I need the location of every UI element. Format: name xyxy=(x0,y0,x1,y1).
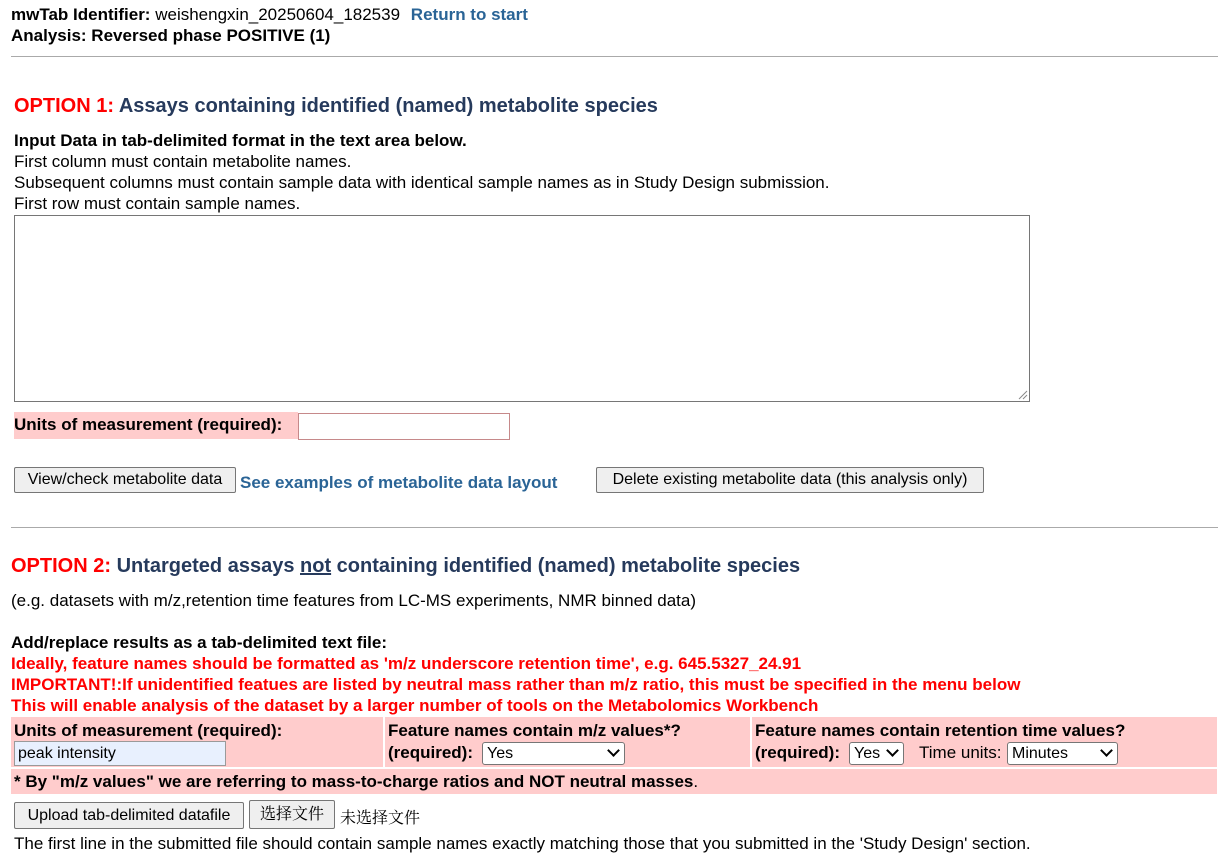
instruction-line: First row must contain sample names. xyxy=(14,194,301,213)
option2-units-input[interactable]: peak intensity xyxy=(14,741,226,766)
instruction-line: First column must contain metabolite names. xyxy=(14,152,352,171)
option1-units-label: Units of measurement (required): xyxy=(14,415,283,434)
mz-required-label: (required): xyxy=(388,743,473,762)
instruction-line: Subsequent columns must contain sample data with identical sample names as in Study Design submission. xyxy=(14,173,830,192)
analysis-title: Analysis: Reversed phase POSITIVE (1) xyxy=(11,26,331,45)
chevron-down-icon xyxy=(886,744,899,757)
option1-instructions-heading: Input Data in tab-delimited format in the text area below. xyxy=(14,131,467,150)
option2-heading xyxy=(11,555,800,578)
add-replace-label: Add/replace results as a tab-delimited text file: xyxy=(11,633,388,652)
chevron-down-icon xyxy=(1100,744,1113,757)
rt-label: Feature names contain retention time values? xyxy=(755,721,1126,740)
red-note-line: Ideally, feature names should be formatted as 'm/z underscore retention time', e.g. 645.5327_24.91 xyxy=(11,654,802,673)
view-check-metabolite-data-button[interactable]: View/check metabolite data xyxy=(14,467,236,493)
option2-title-pre: Untargeted assays xyxy=(116,555,295,577)
mz-values-select[interactable] xyxy=(482,742,625,765)
final-note: The first line in the submitted file should contain sample names exactly matching those that you submitted in the 'Study Design' section. xyxy=(14,834,1031,853)
red-note-line: This will enable analysis of the dataset by a larger number of tools on the Metabolomics Workbench xyxy=(11,696,819,715)
return-to-start-link[interactable]: Return to start xyxy=(410,5,528,24)
chevron-down-icon xyxy=(607,744,620,757)
option2-units-label: Units of measurement (required): xyxy=(14,721,283,740)
option2-example-text: (e.g. datasets with m/z,retention time features from LC-MS experiments, NMR binned data) xyxy=(11,591,696,610)
mz-label: Feature names contain m/z values*? xyxy=(388,721,681,740)
rt-values-selected: Yes xyxy=(854,745,881,762)
time-units-select[interactable] xyxy=(1007,742,1118,765)
mz-footnote-end: . xyxy=(693,772,699,791)
identifier-value: weishengxin_20250604_182539 xyxy=(155,5,401,24)
resize-grip-icon[interactable] xyxy=(1017,389,1028,400)
rt-required-label: (required): xyxy=(755,743,840,762)
identifier-label: mwTab Identifier: xyxy=(11,5,151,24)
divider xyxy=(11,527,1218,528)
metabolite-data-textarea[interactable] xyxy=(14,215,1030,402)
see-examples-link[interactable]: See examples of metabolite data layout xyxy=(240,473,558,492)
option1-units-input[interactable] xyxy=(298,413,510,440)
mz-footnote xyxy=(14,772,698,792)
delete-metabolite-data-button[interactable]: Delete existing metabolite data (this analysis only) xyxy=(596,467,984,493)
option2-label: OPTION 2: xyxy=(11,555,112,577)
divider xyxy=(11,56,1218,57)
mz-values-selected: Yes xyxy=(487,745,514,762)
mz-footnote-bold: * By "m/z values" we are referring to mass-to-charge ratios and NOT neutral masses xyxy=(14,772,694,791)
option2-title-post: containing identified (named) metabolite species xyxy=(336,555,801,577)
time-units-selected: Minutes xyxy=(1012,745,1069,762)
option1-heading xyxy=(14,95,658,118)
time-units-label: Time units: xyxy=(919,743,1002,762)
red-note-line: IMPORTANT!:If unidentified featues are listed by neutral mass rather than m/z ratio, this must be specified in the menu below xyxy=(11,675,1021,694)
option1-label: OPTION 1: xyxy=(14,95,115,117)
no-file-selected-text: 未选择文件 xyxy=(340,808,421,827)
option2-title-not: not xyxy=(300,555,332,577)
choose-file-button[interactable]: 选择文件 xyxy=(249,800,335,829)
upload-datafile-button[interactable]: Upload tab-delimited datafile xyxy=(14,802,244,829)
option1-title: Assays containing identified (named) metabolite species xyxy=(118,95,658,117)
rt-values-select[interactable] xyxy=(849,742,904,765)
identifier-line xyxy=(11,5,528,25)
